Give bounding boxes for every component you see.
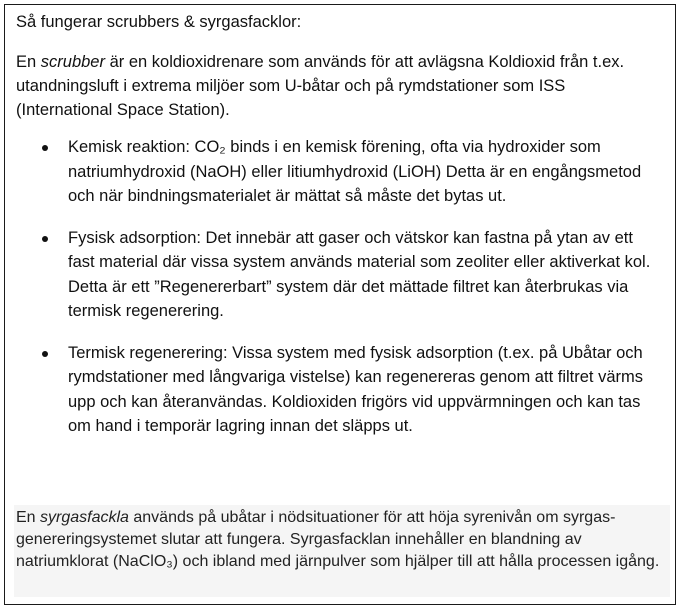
oxygen-candle-note [14, 505, 670, 597]
intro-paragraph [16, 50, 666, 122]
bullet-icon [42, 145, 48, 151]
bullet-icon [42, 236, 48, 242]
method-list [5, 135, 675, 456]
list-item-text: Termisk regenerering: Vissa system med fysisk adsorption (t.ex. på Ubåtar och rymdstationer med långvariga vistelse) kan regenereras genom att filtret värms upp och kan återanvändas. Koldioxiden frigörs vid uppvärmningen och kan tas om hand i temporär lagring innan det släpps ut. [68, 343, 643, 435]
intro-term: scrubber [40, 53, 105, 71]
note-lead: En [16, 509, 41, 526]
document-title: Så fungerar scrubbers & syrgasfacklor: [16, 13, 302, 31]
list-item-text: Kemisk reaktion: CO₂ binds i en kemisk förening, ofta via hydroxider som natriumhydroxid (NaOH) eller litiumhydroxid (LiOH) Detta är en engångsmetod och när bindningsmaterialet är mättat så måste det bytas ut. [68, 138, 642, 205]
note-term: syrgasfackla [40, 509, 129, 526]
note-text: används på ubåtar i nödsituationer för att höja syrenivån om syrgas-genereringsystemet slutar att fungera. Syrgasfacklan innehåller en blandning av natriumklorat (NaClO₃) och ibland med järnpulver som hjälper till att hålla processen igång. [16, 509, 660, 570]
intro-lead: En [16, 53, 41, 71]
list-item-physical-adsorption [5, 226, 662, 324]
list-item-text: Fysisk adsorption: Det innebär att gaser och vätskor kan fastna på ytan av ett fast material där vissa system används material som zeoliter eller aktiverkat kol. Detta är ett ”Regenererbart” system där det mättade filtret kan återbrukas via termisk regenerering. [68, 228, 651, 320]
document-frame [4, 4, 676, 605]
intro-text: är en koldioxidrenare som används för att avlägsna Koldioxid från t.ex. utandningsluft i extrema miljöer som U-båtar och på rymdstationer som ISS (International Space Station). [16, 53, 625, 119]
list-item-thermal-regeneration [5, 341, 662, 439]
note-paragraph [16, 507, 670, 573]
list-item-chemical-reaction [5, 135, 662, 209]
bullet-icon [42, 351, 48, 357]
